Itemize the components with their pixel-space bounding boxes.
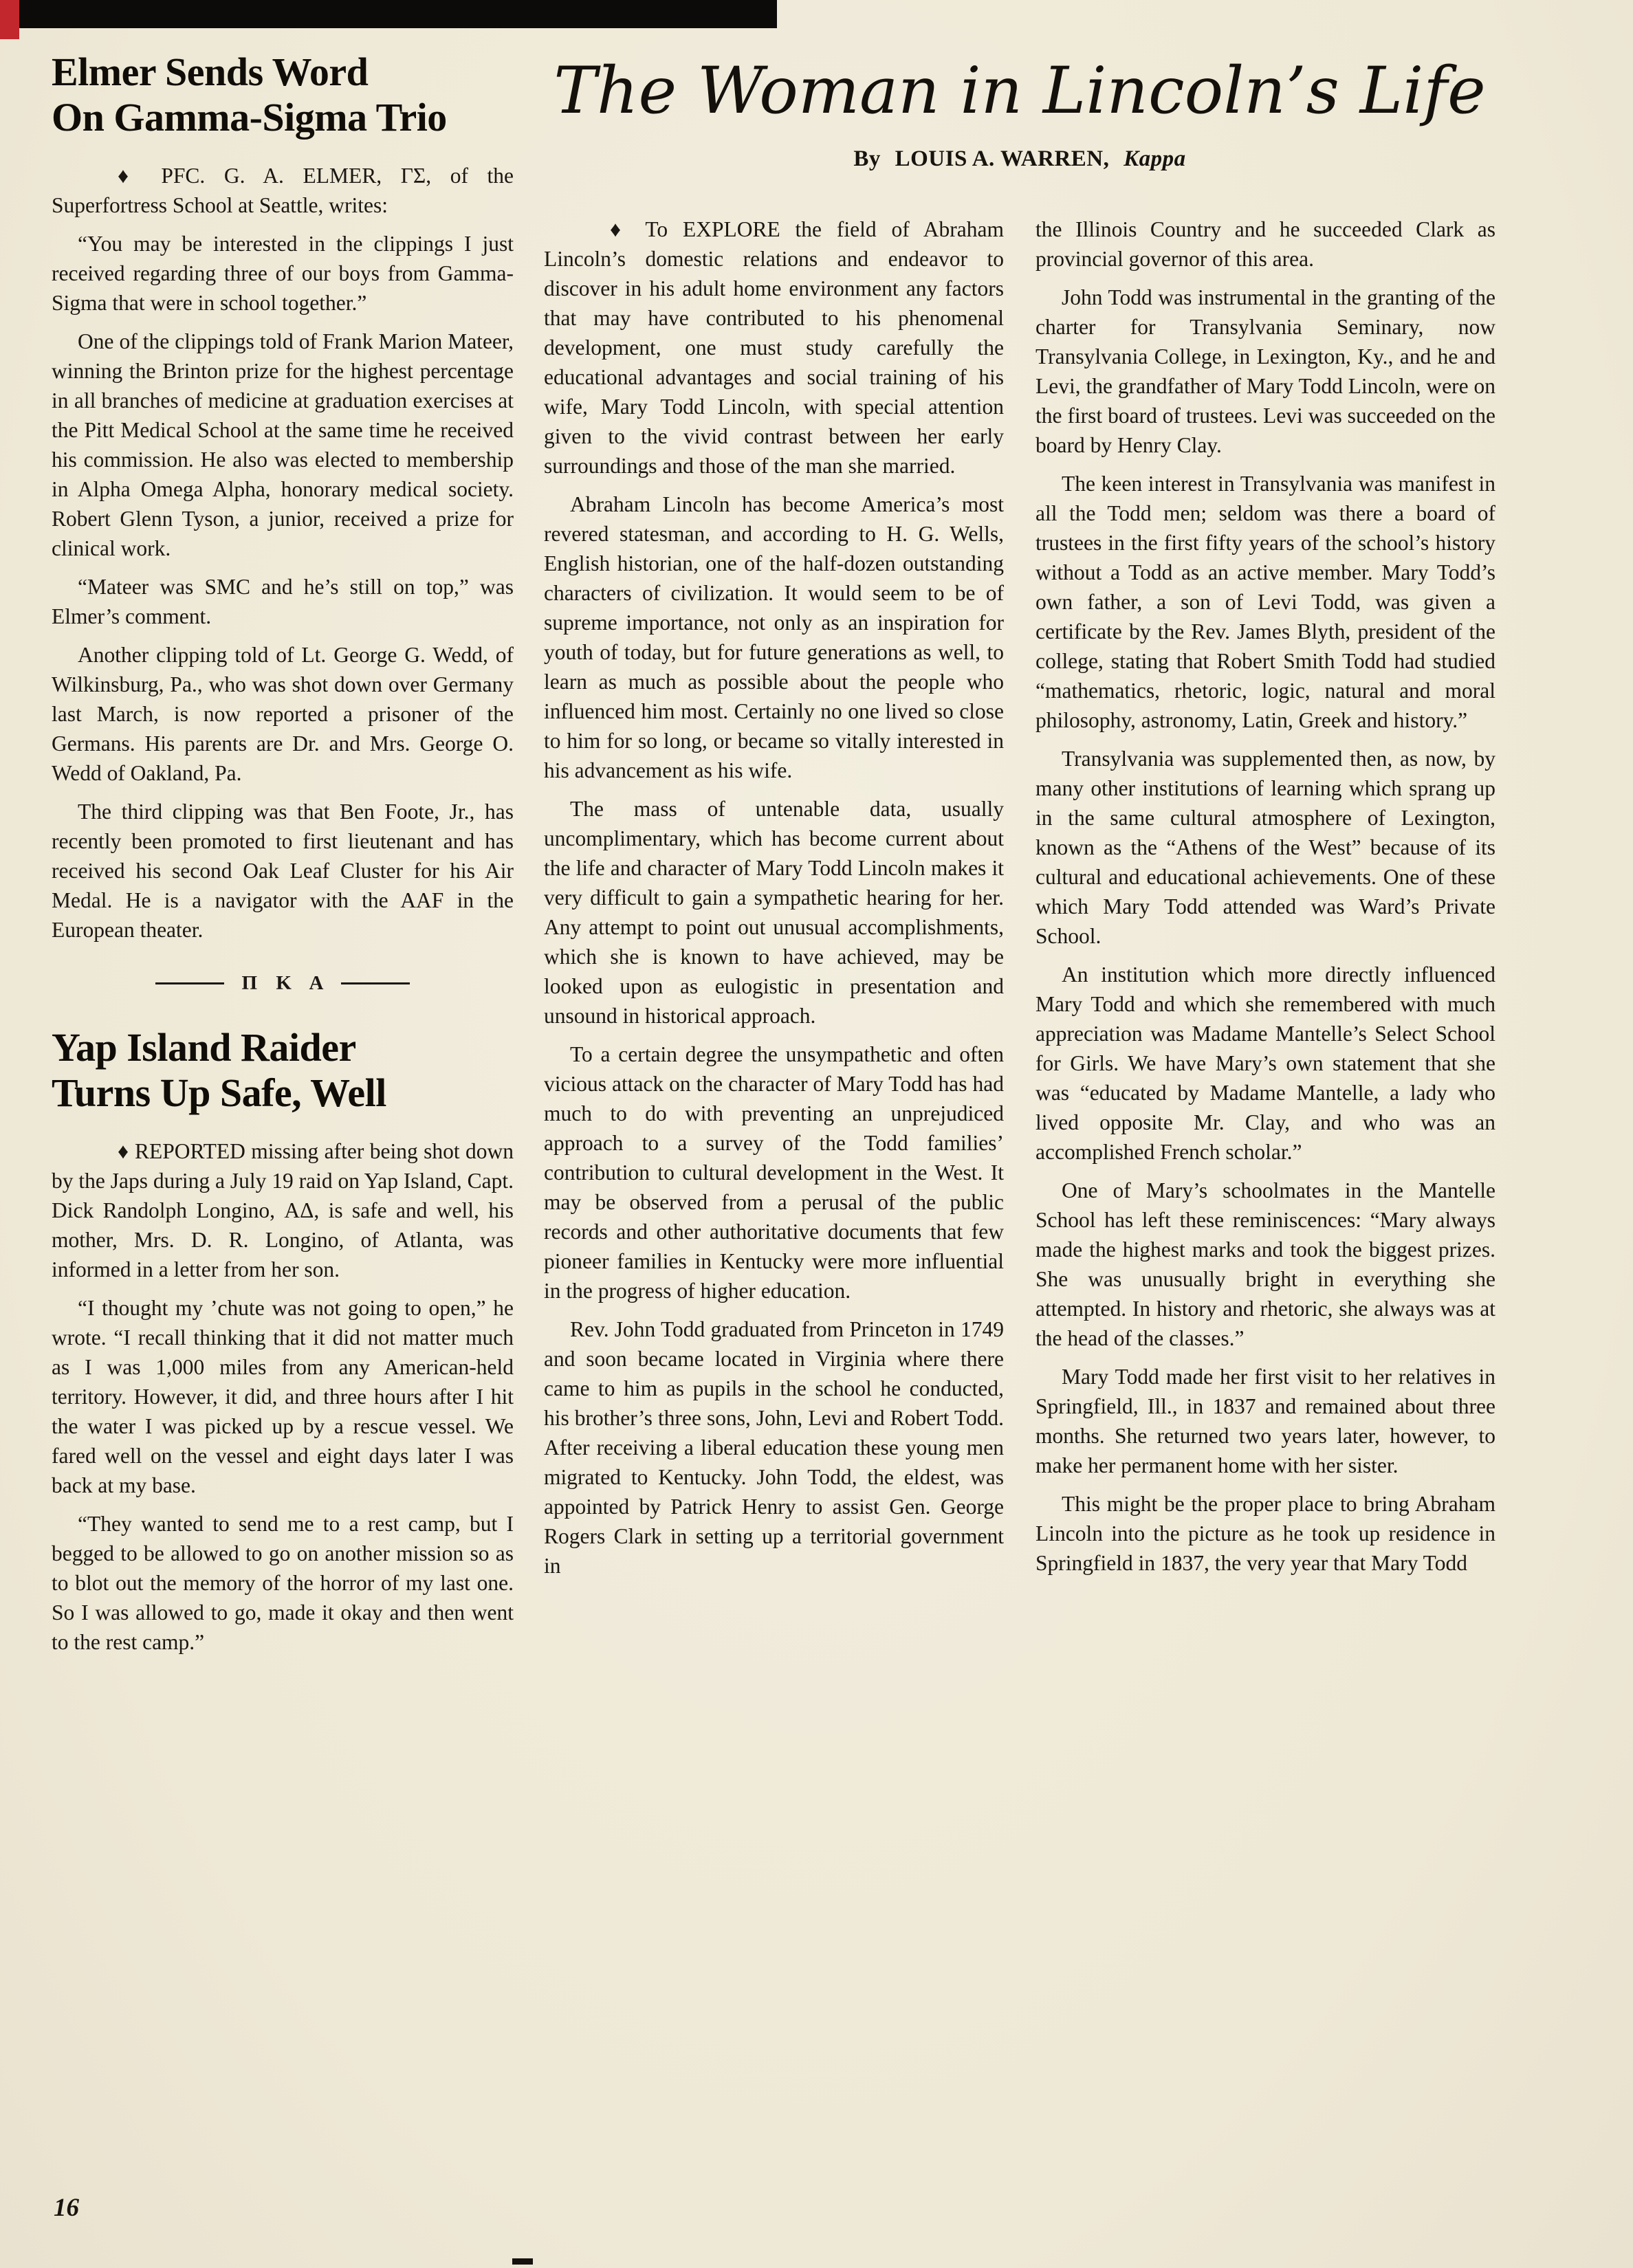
headline-line: Yap Island Raider [52, 1025, 356, 1070]
body-paragraph: Rev. John Todd graduated from Princeton in 1749 and soon became located in Virginia where there came to him as pupils in the school he conducted, his brother’s three sons, John, Levi and Robert Todd. After receiving a liberal education these young men migrated to Kentucky. John Todd, the eldest, was appointed by Patrick Henry to assist Gen. George Rogers Clark in setting up a territorial government in [544, 1317, 1004, 1578]
page-number: 16 [54, 2194, 79, 2222]
top-edge-bar [19, 0, 777, 28]
lead-paragraph: ♦ To EXPLORE the field of Abraham Lincoln’s domestic relations and endeavor to discover in his adult home environment any factors that may have contributed to his phenomenal development, one must study carefully the educational advantages and social training of his wife, Mary Todd Lincoln, with special attention given to the vivid contrast between her early surroundings and those of the man she married. [544, 217, 1004, 478]
body-paragraph: Mary Todd made her first visit to her relatives in Springfield, Ill., in 1837 and remained about three months. She returned two years later, however, to make her permanent home with her sister. [1035, 1364, 1495, 1477]
headline-line: Turns Up Safe, Well [52, 1070, 386, 1115]
feature-byline [544, 146, 1495, 172]
lead-paragraph: ♦ PFC. G. A. ELMER, ΓΣ, of the Superfortress School at Seattle, writes: [52, 164, 514, 217]
byline-author: LOUIS A. WARREN, [895, 146, 1110, 171]
continuation-paragraph: the Illinois Country and he succeeded Clark as provincial governor of this area. [1035, 217, 1495, 271]
feature-column-1 [544, 214, 1004, 1589]
byline-chapter: Kappa [1124, 146, 1186, 171]
left-column [52, 45, 514, 1666]
body-paragraph: “You may be interested in the clippings I just received regarding three of our boys from Gamma-Sigma that were in school together.” [52, 232, 514, 315]
divider-rule [341, 982, 410, 984]
feature-article [544, 45, 1495, 1666]
body-paragraph: “They wanted to send me to a rest camp, but I begged to be allowed to go on another mission so as to blot out the memory of the horror of my last one. So I was allowed to go, made it okay and then went to the rest camp.” [52, 1512, 514, 1654]
red-edge-strip [0, 0, 19, 39]
body-paragraph: An institution which more directly influenced Mary Todd and which she remembered with much appreciation was Madame Mantelle’s Select School for Girls. We have Mary’s own statement that she was “educated by Madame Mantelle, a lady who lived opposite Mr. Clay, and who was an accomplished French scholar.” [1035, 962, 1495, 1164]
headline-line: On Gamma-Sigma Trio [52, 95, 447, 140]
body-paragraph: One of Mary’s schoolmates in the Mantelle School has left these reminiscences: “Mary always made the highest marks and took the biggest prizes. She was unusually bright in everything she attempted. In history and rhetoric, she always was at the head of the classes.” [1035, 1178, 1495, 1350]
divider-label: Π Κ Α [241, 972, 331, 994]
body-paragraph: “I thought my ’chute was not going to open,” he wrote. “I recall thinking that it did not matter much as I was 1,000 miles from any American-held territory. However, it did, and three hours after I hit the water I was picked up by a rescue vessel. We fared well on the vessel and eight days later I was back at my base. [52, 1296, 514, 1497]
feature-title: The Woman in Lincoln’s Life [554, 54, 1486, 129]
body-paragraph: One of the clippings told of Frank Marion Mateer, winning the Brinton prize for the highest percentage in all branches of medicine at graduation exercises at the Pitt Medical School at the same time he received his commission. He also was elected to membership in Alpha Omega Alpha, honorary medical society. Robert Glenn Tyson, a junior, received a prize for clinical work. [52, 329, 514, 560]
body-paragraph: “Mateer was SMC and he’s still on top,” was Elmer’s comment. [52, 575, 514, 628]
byline-prefix: By [853, 146, 881, 171]
article-headline-yap [52, 1025, 514, 1116]
feature-columns [544, 214, 1495, 1589]
body-paragraph: The keen interest in Transylvania was manifest in all the Todd men; seldom was there a board of trustees in the first fifty years of the school’s history without a Todd as an active member. Mary Todd’s own father, a son of Levi Todd, was given a certificate by the Rev. James Blyth, president of the college, stating that Robert Smith Todd had studied “mathematics, rhetoric, logic, natural and moral philosophy, astronomy, Latin, Greek and history.” [1035, 471, 1495, 732]
divider-rule [155, 982, 224, 984]
page-content [52, 45, 1495, 1666]
bottom-edge-mark [512, 2258, 533, 2265]
body-paragraph: To a certain degree the unsympathetic and often vicious attack on the character of Mary Todd has had much to do with preventing an unprejudiced approach to a survey of the Todd families’ contribution to cultural development in the West. It may be observed from a perusal of the public records and other authoritative documents that few pioneer families in Kentucky were more influential in the progress of higher education. [544, 1042, 1004, 1303]
section-divider [52, 972, 514, 995]
body-paragraph: The mass of untenable data, usually uncomplimentary, which has become current about the life and character of Mary Todd Lincoln makes it very difficult to gain a sympathetic hearing for her. Any attempt to point out unusual accomplishments, which she is known to have achieved, may be looked upon as eulogistic in presentation and unsound in historical approach. [544, 796, 1004, 1028]
feature-column-2 [1035, 214, 1495, 1589]
lead-paragraph: ♦ REPORTED missing after being shot down by the Japs during a July 19 raid on Yap Island, Capt. Dick Randolph Longino, ΑΔ, is safe and well, his mother, Mrs. D. R. Longino, of Atlanta, was informed in a letter from her son. [52, 1139, 514, 1281]
article-headline-elmer [52, 49, 514, 140]
body-paragraph: This might be the proper place to bring Abraham Lincoln into the picture as he took up residence in Springfield in 1837, the very year that Mary Todd [1035, 1491, 1495, 1575]
body-paragraph: Another clipping told of Lt. George G. Wedd, of Wilkinsburg, Pa., who was shot down over Germany last March, is now reported a prisoner of the Germans. His parents are Dr. and Mrs. George O. Wedd of Oakland, Pa. [52, 643, 514, 785]
body-paragraph: Transylvania was supplemented then, as now, by many other institutions of learning which sprang up in the same cultural atmosphere of Lexington, known as the “Athens of the West” because of its cultural and educational achievements. One of these which Mary Todd attended was Ward’s Private School. [1035, 746, 1495, 948]
body-paragraph: John Todd was instrumental in the granting of the charter for Transylvania Seminary, now Transylvania College, in Lexington, Ky., and he and Levi, the grandfather of Mary Todd Lincoln, were on the first board of trustees. Levi was succeeded on the board by Henry Clay. [1035, 285, 1495, 457]
body-paragraph: Abraham Lincoln has become America’s most revered statesman, and according to H. G. Wells, English historian, one of the half-dozen outstanding characters of civilization. It would seem to be of supreme importance, not only as an inspiration for youth of today, but for future generations as well, to learn as much as possible about the people who influenced him most. Certainly no one lived so close to him for so long, or became so vitally interested in his advancement as his wife. [544, 492, 1004, 782]
body-paragraph: The third clipping was that Ben Foote, Jr., has recently been promoted to first lieutenant and has received his second Oak Leaf Cluster for his Air Medal. He is a navigator with the AAF in the European theater. [52, 800, 514, 942]
headline-line: Elmer Sends Word [52, 49, 369, 94]
